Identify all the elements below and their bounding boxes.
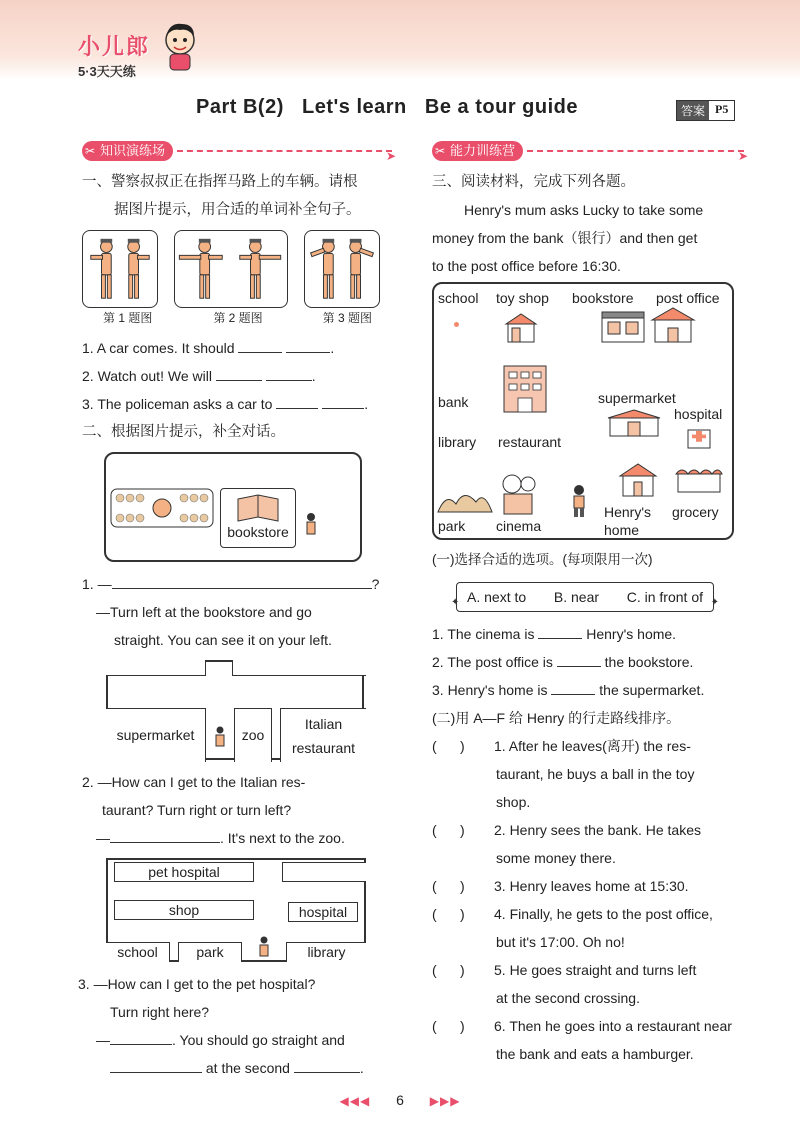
map-bookstore: bookstore [572,290,634,306]
henry-icon [570,484,588,518]
page-number: 6 [396,1092,404,1108]
caption-1: 第 1 题图 [103,311,153,325]
dialog-1-answer-cont: straight. You can see it on your left. [114,632,332,648]
garden-icon [110,488,214,528]
grocery-icon [674,464,724,494]
q2-heading: 二、根据图片提示，补全对话。 [82,424,285,440]
brand-name: 小儿郎 [78,34,151,59]
brand-series: 5·3天天练 [78,64,136,79]
q1-item-2: 2. Watch out! We will . [82,362,392,390]
fill-item-1: 1. The cinema is Henry's home. [432,620,744,648]
order-item-5: ( ) 5. He goes straight and turns left at the second crossing. [432,956,744,1012]
map-home: home [604,522,640,538]
q3-heading: 三、阅读材料，完成下列各题。 [432,174,635,190]
zoo-box: zoo [234,708,272,762]
dialog-1-question: 1. — ? [82,570,392,598]
map-henrys: Henry's [604,504,652,520]
map-library: library [438,434,477,450]
dialog-3-question-cont: Turn right here? [110,1004,210,1020]
passage-line-1: Henry's mum asks Lucky to take some [464,202,704,218]
person-icon [258,936,270,958]
part2-heading: (二)用 A—F 给 Henry 的行走路线排序。 [432,710,681,726]
map-supermarket: supermarket [598,390,676,406]
town-map [432,282,734,540]
person-icon [304,512,318,536]
passage-line-2: money from the bank（银行）and then get [432,230,698,246]
map-bookstore [104,452,362,562]
passage-line-3: to the post office before 16:30. [432,258,621,274]
order-answer-slot[interactable]: ( ) [432,906,465,922]
option-a: ✦ A. next to [467,589,527,605]
italian-restaurant-box: Italian restaurant [280,708,366,762]
answer-blank[interactable] [110,827,220,843]
q1-heading: 一、警察叔叔正在指挥马路上的车辆。请根 [82,174,358,190]
q1-heading-cont: 据图片提示，用合适的单词补全句子。 [114,202,361,218]
section-banner-ability [432,140,744,162]
pet-hospital-box: pet hospital [114,862,254,882]
q1-item-1: 1. A car comes. It should . [82,334,392,362]
supermarket-box: supermarket [106,708,206,762]
answer-blank[interactable] [216,365,262,381]
answer-page: P5 [715,102,729,116]
answer-blank[interactable] [551,679,595,695]
fill-item-2: 2. The post office is the bookstore. [432,648,744,676]
map-toy-shop: toy shop [496,290,549,306]
caption-3: 第 3 题图 [322,311,372,325]
map-hospital: hospital [674,406,723,422]
section-banner-knowledge [82,140,392,162]
police-picture-3 [304,230,380,308]
map-bank: bank [438,394,469,410]
answer-blank[interactable] [266,365,312,381]
map-cinema: cinema [496,518,542,534]
order-answer-slot[interactable]: ( ) [432,1018,465,1034]
cinema-icon [498,472,538,516]
hospital-icon [686,424,712,450]
henrys-home-icon [618,462,658,498]
police-pictures [82,230,392,308]
map-park: park [438,518,466,534]
option-c: C. in front of [626,589,703,605]
order-answer-slot[interactable]: ( ) [432,738,465,754]
restaurant-icon [500,362,550,414]
option-b: B. near [553,589,600,605]
answer-blank[interactable] [276,393,318,409]
hospital-box: hospital [288,902,358,922]
q1-item-3: 3. The policeman asks a car to . [82,390,392,418]
police-picture-1 [82,230,158,308]
toy-shop-icon [504,312,538,344]
police-captions [82,310,392,326]
bookstore-icon [600,310,646,344]
left-column [78,140,392,1082]
map-pet-hospital [106,858,366,962]
section-label: ✂ 知识演练场 [82,141,173,161]
school-box: school [106,942,170,962]
map-restaurant: restaurant [498,434,562,450]
dialog-3-answer: — . You should go straight and [82,1026,392,1054]
dialog-3-answer-cont: at the second . [82,1054,392,1082]
answer-blank[interactable] [112,573,372,589]
answer-blank[interactable] [538,623,582,639]
fill-item-3: 3. Henry's home is the supermarket. [432,676,744,704]
bookstore-label: bookstore [227,524,289,540]
order-item-1: ( ) 1. After he leaves(离开) the res- taurant, he buys a ball in the toy shop. [432,732,744,816]
section-label: ✂ 能力训练营 [432,141,523,161]
order-item-4: ( ) 4. Finally, he gets to the post office, but it's 17:00. Oh no! [432,900,744,956]
options-box [456,582,714,612]
dialog-2-question-cont: taurant? Turn right or turn left? [102,802,292,818]
library-box: library [286,942,366,962]
right-column [432,140,744,1068]
prev-arrows-icon: ◀◀◀ [339,1094,371,1108]
next-arrows-icon: ▶▶▶ [429,1094,461,1108]
order-answer-slot[interactable]: ( ) [432,822,465,838]
part1-heading: (一)选择合适的选项。(每项限用一次) [432,552,653,567]
map-italian-restaurant [106,660,364,760]
caption-2: 第 2 题图 [213,311,263,325]
map-school: school [438,290,479,306]
person-icon [214,726,226,748]
park-icon [436,482,494,514]
order-item-6: ( ) 6. Then he goes into a restaurant near the bank and eats a hamburger. [432,1012,744,1068]
dialog-1-answer: —Turn left at the bookstore and go [96,604,312,620]
answer-blank[interactable] [557,651,601,667]
map-grocery: grocery [672,504,719,520]
answer-blank[interactable] [322,393,364,409]
order-answer-slot[interactable]: ( ) [432,962,465,978]
book-icon [236,493,280,523]
order-item-3: ( ) 3. Henry leaves home at 15:30. [432,872,744,900]
page-title: Part B(2) Let's learn Be a tour guide [196,96,578,118]
post-office-icon [650,306,696,344]
police-picture-2 [174,230,288,308]
dialog-2-answer: — . It's next to the zoo. [82,824,392,852]
answer-blank[interactable] [286,337,330,353]
park-box: park [178,942,242,962]
order-answer-slot[interactable]: ( ) [432,878,465,894]
answer-blank[interactable] [110,1057,202,1073]
bookstore-building [220,488,296,548]
dialog-3-question: 3. —How can I get to the pet hospital? [78,976,316,992]
answer-blank[interactable] [238,337,282,353]
page-footer [0,1092,800,1108]
brand-logo [78,30,150,80]
answer-label: 答案 [677,101,709,120]
answer-badge [676,100,735,121]
mascot-icon [160,20,200,72]
answer-blank[interactable] [110,1029,172,1045]
dialog-2-question: 2. —How can I get to the Italian res- [82,774,306,790]
map-post-office: post office [656,290,720,306]
shop-box: shop [114,900,254,920]
answer-blank[interactable] [294,1057,360,1073]
supermarket-icon [606,408,662,438]
order-item-2: ( ) 2. Henry sees the bank. He takes some money there. [432,816,744,872]
